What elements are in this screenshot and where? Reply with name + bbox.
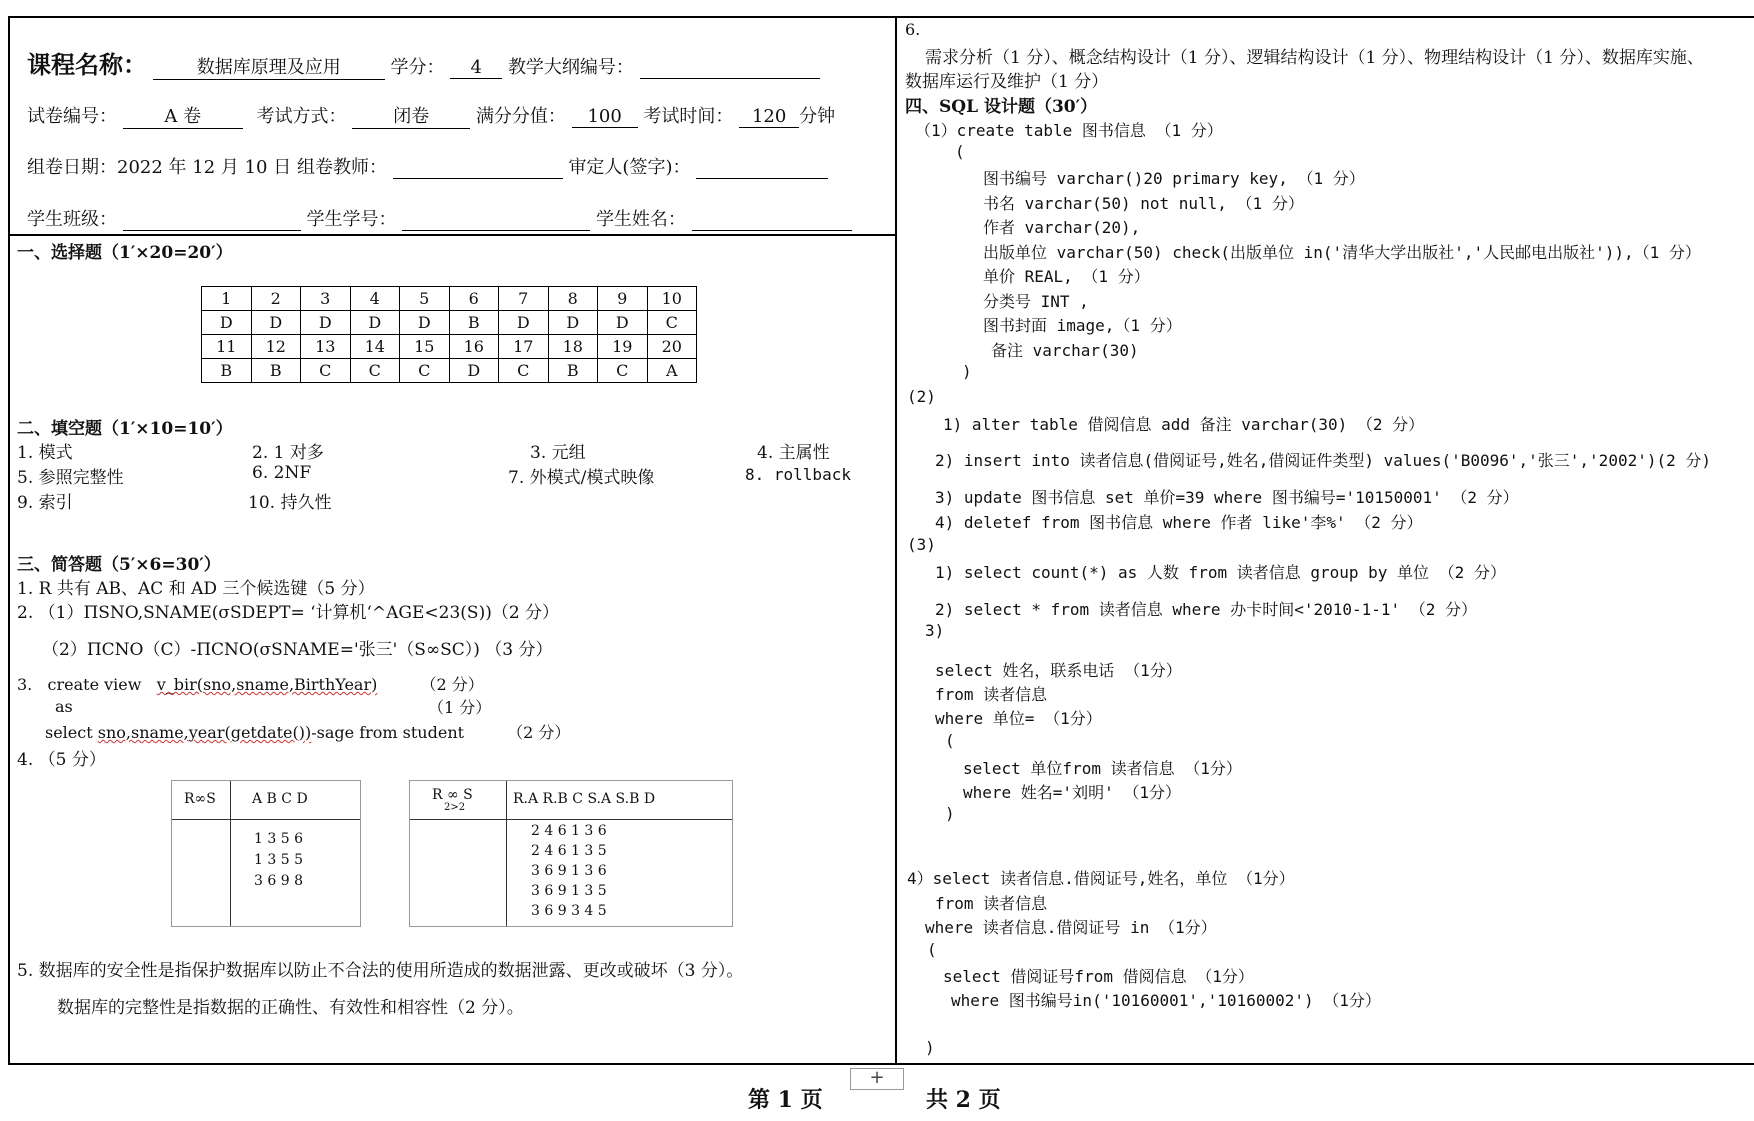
answer-cell: 1 [202,287,252,311]
page-number: 第 1 页 [748,1087,823,1113]
sql-1-line: 作者 varchar(20), [983,218,1141,237]
relation-row: 2 4 6 1 3 6 [531,823,607,839]
fill-item: 9. 索引 [17,493,73,513]
sql-1-line: 出版单位 varchar(50) check(出版单位 in('清华大学出版社','人民邮电出版社')),（1 分） [983,243,1701,262]
relation-columns: R.A R.B C S.A S.B D [513,791,656,807]
minutes-label: 分钟 [799,106,836,127]
short-answer-5b: 数据库的完整性是指数据的正确性、有效性和相容性（2 分）。 [57,998,524,1018]
sql-2-line: 2) insert into 读者信息(借阅证号,姓名,借阅证件类型) values('B0096','张三','2002')(2 分) [935,451,1712,470]
answer-cell: 7 [499,287,549,311]
q3-view-def: v_bir(sno,sname,BirthYear) [156,675,378,694]
short-answer-1: 1. R 共有 AB、AC 和 AD 三个候选键（5 分） [17,579,375,599]
answer-cell: 6 [449,287,499,311]
short-answer-3-line3 [45,720,570,743]
header-line-4 [27,205,852,231]
q3-select: select [45,723,93,742]
answer-cell: C [499,359,549,383]
q3-score: （1 分） [428,698,492,717]
relation-theta-join [409,780,733,927]
sql-4-line: select 借阅证号from 借阅信息 （1分） [943,967,1254,986]
answer-cell: B [548,359,598,383]
fill-item: 5. 参照完整性 [17,468,124,488]
q3-select-rest: -sage from student [311,723,465,742]
fill-item: 3. 元组 [530,443,586,463]
sql-3-line: from 读者信息 [935,685,1048,704]
answer-cell: 3 [301,287,351,311]
answer-cell: 15 [400,335,450,359]
reviewer-value [696,157,828,179]
section3-title: 三、简答题（5′×6=30′） [17,555,221,575]
answer-cell: 20 [647,335,697,359]
sql-4-line: ) [925,1038,935,1057]
syllabus-label: 教学大纲编号： [507,57,634,78]
answer-cell: C [598,359,648,383]
q3-number: 3. [17,675,33,694]
answer-cell: D [548,311,598,335]
answer-row [202,287,697,311]
q6-number: 6. [905,20,921,39]
answer-cell: 4 [350,287,400,311]
answer-cell: 5 [400,287,450,311]
relation-row: 3 6 9 8 [254,873,303,889]
answer-cell: B [449,311,499,335]
student-name-label: 学生姓名： [595,209,686,230]
answer-cell: C [400,359,450,383]
credit-value: 4 [450,57,502,79]
answer-cell: D [449,359,499,383]
q3-select-cols: sno,sname,year(getdate()) [97,723,312,742]
course-label: 课程名称： [27,50,147,79]
sql-2-number: (2) [907,387,936,406]
q3-create-view: create view [47,675,142,694]
date-label: 组卷日期： [27,157,117,178]
answer-cell: B [202,359,252,383]
answer-cell: 12 [251,335,301,359]
answer-cell: C [301,359,351,383]
section1-title: 一、选择题（1′×20=20′） [17,243,233,263]
sql-3-line: where 姓名='刘明' （1分） [963,783,1181,802]
answer-cell: D [350,311,400,335]
credit-label: 学分： [390,57,445,78]
course-name: 数据库原理及应用 [153,53,385,80]
exam-time-label: 考试时间： [643,106,734,127]
answer-cell: 13 [301,335,351,359]
fill-item: 4. 主属性 [757,443,830,463]
relation-name: R ∞ S [432,787,473,803]
sql-1-line: 分类号 INT , [983,292,1089,311]
answer-cell: A [647,359,697,383]
sql-3-line: select 姓名，联系电话 （1分） [935,661,1182,680]
full-score-label: 满分分值： [475,106,566,127]
syllabus-value [640,57,820,79]
q3-score: （2 分） [420,675,484,694]
sql-2-line: 3) update 图书信息 set 单价=39 where 图书编号='10150001' （2 分） [935,488,1519,507]
short-answer-2b: （2）ΠCNO（C）-ΠCNO(σSNAME='张三'（S∞SC）) （3 分） [42,640,553,660]
answer-cell: 14 [350,335,400,359]
answer-cell: C [647,311,697,335]
sql-4-line: where 图书编号in('10160001','10160002') （1分） [951,991,1381,1010]
answer-cell: C [350,359,400,383]
sql-3-line: where 单位= （1分） [935,709,1102,728]
reviewer-label: 审定人(签字)： [568,157,691,178]
full-score-value: 100 [572,106,638,128]
sql-3-line: 2) select * from 读者信息 where 办卡时间<'2010-1-1' （2 分） [935,600,1478,619]
relation-row: 2 4 6 1 3 5 [531,843,607,859]
relation-row: 1 3 5 6 [254,831,303,847]
sql-3-line: ( [945,731,955,750]
sql-4-line: where 读者信息.借阅证号 in （1分） [925,918,1217,937]
teacher-value [393,157,563,179]
answer-cell: D [301,311,351,335]
q6-line1: 需求分析（1 分）、概念结构设计（1 分）、逻辑结构设计（1 分）、物理结构设计（1 分）、数据库实施、 [925,48,1704,68]
column-divider [895,16,897,1065]
answer-cell: 17 [499,335,549,359]
paper-no-label: 试卷编号： [27,106,117,127]
answer-cell: 11 [202,335,252,359]
relation-join-condition: 2>2 [444,802,466,813]
sql-3-line: 3) [925,621,945,640]
sql-1-line: 图书编号 varchar()20 primary key, （1 分） [983,169,1365,188]
header-line-1 [27,45,820,80]
exam-type-value: 闭卷 [352,102,470,129]
add-page-button[interactable]: + [850,1068,904,1090]
fill-item: 6. 2NF [252,463,312,483]
answer-row [202,335,697,359]
sql-4-line: 4）select 读者信息.借阅证号,姓名，单位 （1分） [907,869,1295,888]
teacher-label: 组卷教师： [296,157,387,178]
fill-item: 7. 外模式/模式映像 [508,468,655,488]
student-no-label: 学生学号： [306,209,397,230]
relation-r-join-s [171,780,361,927]
sql-3-line: 1) select count(*) as 人数 from 读者信息 group by 单位 （2 分） [935,563,1506,582]
sql-2-line: 4) deletef from 图书信息 where 作者 like'李%' （2 分） [935,513,1423,532]
sql-1-line: 书名 varchar(50) not null, （1 分） [983,194,1304,213]
short-answer-2a: 2. （1）ΠSNO,SNAME(σSDEPT= ‘计算机‘^AGE<23(S))（2 分） [17,603,560,623]
relation-row: 3 6 9 1 3 6 [531,863,607,879]
relation-row: 1 3 5 5 [254,852,303,868]
answer-cell: 9 [598,287,648,311]
header-line-3 [27,153,828,179]
header-line-2 [27,102,835,129]
fill-item: 8. rollback [745,465,851,484]
relation-row: 3 6 9 3 4 5 [531,903,607,919]
answer-cell: 19 [598,335,648,359]
fill-item: 1. 模式 [17,443,73,463]
answer-cell: 18 [548,335,598,359]
exam-type-label: 考试方式： [256,106,347,127]
section2-title: 二、填空题（1′×10=10′） [17,419,233,439]
sql-1-line: 单价 REAL, （1 分） [983,267,1150,286]
choice-answer-table [201,286,697,383]
q6-line2: 数据库运行及维护（1 分） [905,72,1109,92]
answer-cell: D [400,311,450,335]
short-answer-4: 4. （5 分） [17,750,106,770]
answer-cell: 8 [548,287,598,311]
answer-row [202,311,697,335]
fill-item: 2. 1 对多 [252,443,324,463]
sql-1-paren: ( [955,142,965,161]
sql-4-line: ( [927,940,937,959]
sql-2-line: 1) alter table 借阅信息 add 备注 varchar(30) （2 分） [943,415,1425,434]
short-answer-5a: 5. 数据库的安全性是指保护数据库以防止不合法的使用所造成的数据泄露、更改或破坏（3 分）。 [17,961,744,981]
student-name-value [692,209,852,231]
sql-1-title: （1）create table 图书信息 （1 分） [915,121,1223,140]
relation-row: 3 6 9 1 3 5 [531,883,607,899]
section4-title: 四、SQL 设计题（30′） [905,97,1098,117]
sql-3-line: ) [945,804,955,823]
answer-cell: 10 [647,287,697,311]
paper-no-value: A 卷 [123,102,243,129]
answer-cell: 2 [251,287,301,311]
sql-1-line: 图书封面 image,（1 分） [983,316,1182,335]
class-label: 学生班级： [27,209,117,230]
short-answer-3-line1 [17,672,484,695]
sql-3-number: (3) [907,535,936,554]
sql-1-paren: ) [962,362,972,381]
header-divider [8,234,896,236]
student-no-value [402,209,590,231]
answer-row [202,359,697,383]
relation-name: R∞S [184,791,216,807]
answer-cell: D [251,311,301,335]
q3-as: as [55,697,73,716]
date-value: 2022 年 12 月 10 日 [117,157,292,178]
page-total: 共 2 页 [926,1087,1001,1113]
exam-time-value: 120 [739,106,799,128]
answer-cell: D [598,311,648,335]
answer-cell: 16 [449,335,499,359]
answer-cell: D [202,311,252,335]
relation-columns: A B C D [252,791,308,807]
sql-1-line: 备注 varchar(30) [991,341,1139,360]
class-value [123,209,301,231]
sql-4-line: from 读者信息 [935,894,1048,913]
fill-item: 10. 持久性 [248,493,332,513]
answer-cell: D [499,311,549,335]
answer-cell: B [251,359,301,383]
q3-score: （2 分） [507,723,571,742]
sql-3-line: select 单位from 读者信息 （1分） [963,759,1242,778]
